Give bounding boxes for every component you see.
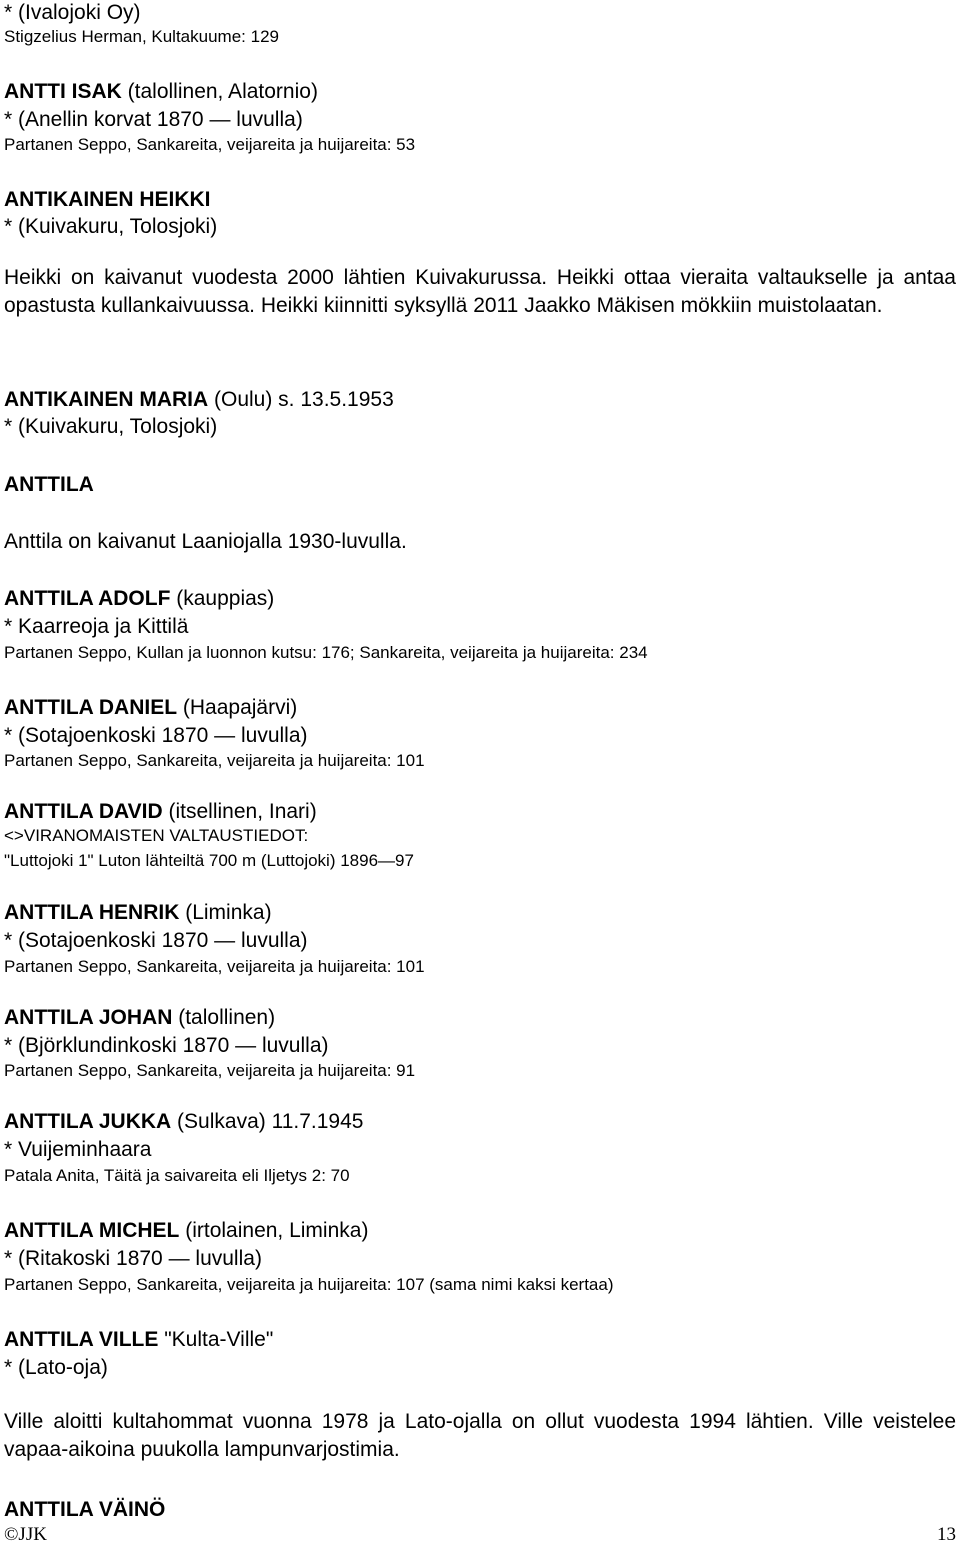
entry-name: ANTTILA DAVID [4,800,163,823]
entry-name: ANTTI ISAK [4,80,122,103]
entry-source-line: Partanen Seppo, Kullan ja luonnon kutsu: 176; Sankareita, veijareita ja huijareita: 234 [4,643,648,662]
entry-name: ANTTILA VILLE [4,1328,159,1351]
entry-location-line: * (Kuivakuru, Tolosjoki) [4,415,218,438]
entry-source-line: Partanen Seppo, Sankareita, veijareita ja huijareita: 91 [4,1061,416,1080]
entry-location-line: * (Ritakoski 1870 — luvulla) [4,1247,262,1270]
entry-heading [4,1111,363,1132]
entry-heading [4,189,211,210]
entry-heading [4,801,317,822]
entry-description: Anttila on kaivanut Laaniojalla 1930-luvulla. [4,530,407,553]
entry-name: ANTIKAINEN HEIKKI [4,188,211,211]
entry-description: Heikki on kaivanut vuodesta 2000 lähtien Kuivakurussa. Heikki ottaa vieraita valtaukselle ja antaa opastusta kullankaivuussa. Heikki kiinnitti syksyllä 2011 Jaakko Mäkisen mökkiin muistolaatan. [4,266,956,317]
entry-info: (irtolainen, Liminka) [179,1219,369,1242]
copyright-mark: ©JJK [4,1524,47,1545]
entry-name: ANTTILA ADOLF [4,587,171,610]
entry-name: ANTTILA MICHEL [4,1219,180,1242]
entry-info: (Oulu) s. 13.5.1953 [208,388,394,411]
entry-name: ANTTILA VÄINÖ [4,1498,166,1521]
entry-location-line: * (Sotajoenkoski 1870 — luvulla) [4,929,308,952]
entry-info: (Sulkava) 11.7.1945 [171,1110,364,1133]
entry-info: (Liminka) [179,901,272,924]
entry-info: (Haapajärvi) [177,696,298,719]
entry-heading [4,1007,275,1028]
entry-claims-heading: <>VIRANOMAISTEN VALTAUSTIEDOT: [4,826,309,845]
entry-info: (kauppias) [170,587,275,610]
entry-location-line: * Vuijeminhaara [4,1138,152,1161]
entry-heading [4,389,394,410]
entry-name: ANTTILA [4,473,94,496]
entry-location-line: * Kaarreoja ja Kittilä [4,615,189,638]
entry-name: ANTTILA JOHAN [4,1006,173,1029]
page-number: 13 [937,1524,956,1545]
entry-info: (talollinen, Alatornio) [121,80,318,103]
entry-source-line: Partanen Seppo, Sankareita, veijareita ja huijareita: 53 [4,135,416,154]
entry-location-line: * (Anellin korvat 1870 — luvulla) [4,108,303,131]
entry-description: Ville aloitti kultahommat vuonna 1978 ja Lato-ojalla on ollut vuodesta 1994 lähtien. Ville veistelee vapaa-aikoina puukolla lampunvarjostimia. [4,1410,956,1461]
entry-location-line: * (Kuivakuru, Tolosjoki) [4,215,218,238]
entry-location-line: * (Björklundinkoski 1870 — luvulla) [4,1034,329,1057]
entry-location-line: * (Ivalojoki Oy) [4,1,141,24]
entry-info: (itsellinen, Inari) [162,800,317,823]
entry-heading [4,474,94,495]
entry-heading [4,1220,368,1241]
entry-heading [4,588,274,609]
entry-source-line: Stigzelius Herman, Kultakuume: 129 [4,27,279,46]
entry-info: "Kulta-Ville" [158,1328,274,1351]
entry-heading [4,1329,273,1350]
entry-heading [4,902,272,923]
entry-source-line: Partanen Seppo, Sankareita, veijareita ja huijareita: 101 [4,957,425,976]
entry-name: ANTTILA DANIEL [4,696,178,719]
entry-claim-line: "Luttojoki 1" Luton lähteiltä 700 m (Luttojoki) 1896—97 [4,851,414,870]
entry-name: ANTTILA HENRIK [4,901,180,924]
entry-source-line: Partanen Seppo, Sankareita, veijareita ja huijareita: 101 [4,751,425,770]
entry-info: (talollinen) [172,1006,276,1029]
entry-heading [4,81,318,102]
entry-source-line: Patala Anita, Täitä ja saivareita eli Iljetys 2: 70 [4,1166,350,1185]
entry-heading [4,1499,165,1520]
entry-source-line: Partanen Seppo, Sankareita, veijareita ja huijareita: 107 (sama nimi kaksi kertaa) [4,1275,614,1294]
entry-location-line: * (Lato-oja) [4,1356,108,1379]
entry-name: ANTTILA JUKKA [4,1110,172,1133]
entry-location-line: * (Sotajoenkoski 1870 — luvulla) [4,724,308,747]
entry-heading [4,697,297,718]
page-footer [4,1525,956,1544]
entry-name: ANTIKAINEN MARIA [4,388,209,411]
